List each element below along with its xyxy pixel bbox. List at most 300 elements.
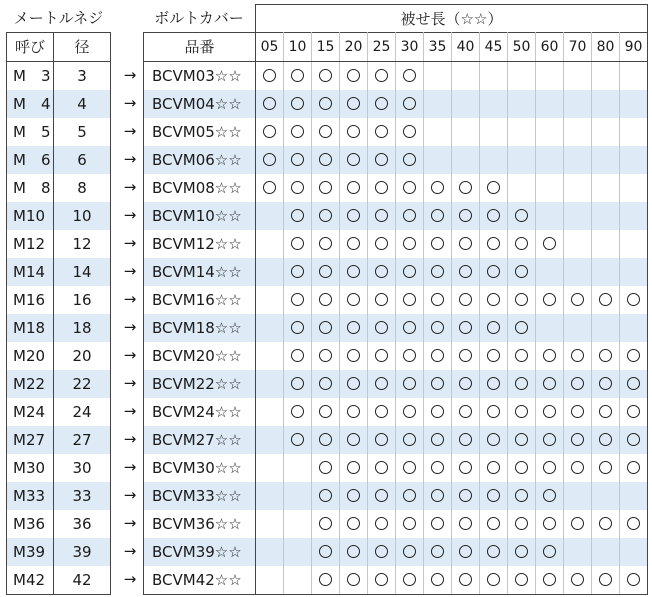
available-circle-icon — [431, 573, 444, 586]
part-number: BCVM08☆☆ — [144, 174, 256, 202]
availability-cell — [564, 510, 592, 538]
available-circle-icon — [543, 293, 556, 306]
available-circle-icon — [431, 405, 444, 418]
availability-cell — [312, 454, 340, 482]
part-number: BCVM33☆☆ — [144, 482, 256, 510]
table-row — [7, 174, 111, 202]
table-row — [7, 230, 111, 258]
availability-cell — [480, 510, 508, 538]
available-circle-icon — [291, 265, 304, 278]
availability-cell — [620, 258, 648, 286]
arrow-icon: → — [123, 206, 137, 224]
available-circle-icon — [431, 265, 444, 278]
availability-cell — [508, 426, 536, 454]
availability-cell — [340, 202, 368, 230]
availability-cell — [368, 538, 396, 566]
available-circle-icon — [319, 125, 332, 138]
available-circle-icon — [431, 433, 444, 446]
length-header: 15 — [312, 33, 340, 62]
part-number: BCVM03☆☆ — [144, 62, 256, 91]
availability-cell — [424, 174, 452, 202]
available-circle-icon — [459, 349, 472, 362]
availability-cell — [424, 426, 452, 454]
availability-cell — [312, 174, 340, 202]
availability-cell — [620, 510, 648, 538]
available-circle-icon — [347, 545, 360, 558]
availability-cell — [340, 174, 368, 202]
availability-cell — [592, 538, 620, 566]
available-circle-icon — [459, 573, 472, 586]
availability-cell — [284, 286, 312, 314]
availability-cell — [564, 230, 592, 258]
available-circle-icon — [487, 209, 500, 222]
availability-cell — [284, 230, 312, 258]
available-circle-icon — [403, 517, 416, 530]
availability-cell — [536, 146, 564, 174]
availability-cell — [536, 62, 564, 91]
available-circle-icon — [599, 573, 612, 586]
screw-diameter: 18 — [54, 314, 111, 342]
arrow-icon: → — [123, 514, 137, 532]
availability-cell — [396, 566, 424, 595]
available-circle-icon — [375, 461, 388, 474]
available-circle-icon — [347, 377, 360, 390]
available-circle-icon — [375, 349, 388, 362]
availability-cell — [564, 370, 592, 398]
availability-cell — [508, 174, 536, 202]
part-number: BCVM22☆☆ — [144, 370, 256, 398]
available-circle-icon — [431, 377, 444, 390]
availability-cell — [396, 314, 424, 342]
screw-nominal: M18 — [7, 314, 54, 342]
available-circle-icon — [515, 433, 528, 446]
available-circle-icon — [627, 461, 640, 474]
availability-cell — [396, 90, 424, 118]
availability-cell — [256, 286, 284, 314]
availability-cell — [480, 398, 508, 426]
length-header: 90 — [620, 33, 648, 62]
availability-cell — [340, 314, 368, 342]
available-circle-icon — [487, 433, 500, 446]
nominal-header: 呼び — [7, 33, 54, 62]
screw-diameter: 20 — [54, 342, 111, 370]
table-row — [7, 454, 111, 482]
available-circle-icon — [291, 181, 304, 194]
availability-cell — [312, 286, 340, 314]
length-header: 35 — [424, 33, 452, 62]
availability-cell — [508, 370, 536, 398]
part-number: BCVM27☆☆ — [144, 426, 256, 454]
available-circle-icon — [515, 517, 528, 530]
availability-cell — [256, 146, 284, 174]
arrow-icon: → — [123, 402, 137, 420]
arrow-icon: → — [123, 374, 137, 392]
arrow-icon: → — [123, 178, 137, 196]
screw-nominal: M12 — [7, 230, 54, 258]
available-circle-icon — [319, 573, 332, 586]
available-circle-icon — [319, 349, 332, 362]
available-circle-icon — [459, 209, 472, 222]
availability-cell — [592, 566, 620, 595]
availability-cell — [620, 454, 648, 482]
available-circle-icon — [431, 349, 444, 362]
available-circle-icon — [599, 433, 612, 446]
availability-cell — [340, 566, 368, 595]
available-circle-icon — [375, 181, 388, 194]
availability-cell — [480, 230, 508, 258]
available-circle-icon — [347, 69, 360, 82]
available-circle-icon — [431, 489, 444, 502]
part-number: BCVM14☆☆ — [144, 258, 256, 286]
screw-diameter: 10 — [54, 202, 111, 230]
availability-cell — [452, 90, 480, 118]
available-circle-icon — [347, 237, 360, 250]
available-circle-icon — [431, 321, 444, 334]
availability-cell — [312, 90, 340, 118]
screw-nominal: M20 — [7, 342, 54, 370]
availability-cell — [536, 426, 564, 454]
availability-cell — [508, 314, 536, 342]
available-circle-icon — [319, 181, 332, 194]
availability-cell — [452, 510, 480, 538]
available-circle-icon — [347, 349, 360, 362]
available-circle-icon — [319, 377, 332, 390]
availability-cell — [592, 174, 620, 202]
availability-cell — [284, 398, 312, 426]
availability-cell — [452, 370, 480, 398]
covered-length-group-header — [255, 4, 648, 32]
table-row — [144, 314, 648, 342]
availability-cell — [480, 342, 508, 370]
available-circle-icon — [487, 237, 500, 250]
availability-cell — [368, 174, 396, 202]
arrow-icon: → — [123, 542, 137, 560]
availability-cell — [424, 62, 452, 91]
availability-cell — [620, 398, 648, 426]
availability-cell — [312, 426, 340, 454]
availability-cell — [368, 90, 396, 118]
available-circle-icon — [487, 573, 500, 586]
table-row — [144, 286, 648, 314]
availability-cell — [396, 62, 424, 91]
table-row — [144, 230, 648, 258]
available-circle-icon — [627, 377, 640, 390]
availability-cell — [452, 454, 480, 482]
availability-cell — [312, 146, 340, 174]
available-circle-icon — [403, 349, 416, 362]
part-number: BCVM30☆☆ — [144, 454, 256, 482]
available-circle-icon — [375, 433, 388, 446]
arrow-icon: → — [123, 262, 137, 280]
available-circle-icon — [571, 405, 584, 418]
available-circle-icon — [459, 517, 472, 530]
available-circle-icon — [403, 153, 416, 166]
availability-cell — [368, 118, 396, 146]
availability-cell — [564, 454, 592, 482]
available-circle-icon — [487, 265, 500, 278]
availability-cell — [396, 538, 424, 566]
available-circle-icon — [515, 265, 528, 278]
availability-cell — [620, 62, 648, 91]
availability-cell — [396, 258, 424, 286]
arrow-icon: → — [123, 318, 137, 336]
part-number: BCVM24☆☆ — [144, 398, 256, 426]
availability-cell — [424, 482, 452, 510]
screw-diameter: 5 — [54, 118, 111, 146]
availability-cell — [284, 90, 312, 118]
available-circle-icon — [403, 321, 416, 334]
availability-cell — [480, 538, 508, 566]
available-circle-icon — [319, 237, 332, 250]
table-row — [7, 202, 111, 230]
available-circle-icon — [571, 349, 584, 362]
available-circle-icon — [403, 293, 416, 306]
arrow-icon: → — [123, 346, 137, 364]
diameter-header: 径 — [54, 33, 111, 62]
available-circle-icon — [627, 517, 640, 530]
availability-cell — [452, 286, 480, 314]
availability-cell — [340, 286, 368, 314]
available-circle-icon — [347, 573, 360, 586]
availability-cell — [368, 286, 396, 314]
screw-diameter: 4 — [54, 90, 111, 118]
availability-cell — [256, 202, 284, 230]
table-row — [144, 454, 648, 482]
available-circle-icon — [515, 321, 528, 334]
availability-cell — [340, 62, 368, 91]
available-circle-icon — [571, 573, 584, 586]
available-circle-icon — [347, 265, 360, 278]
available-circle-icon — [375, 69, 388, 82]
availability-cell — [508, 146, 536, 174]
availability-cell — [592, 342, 620, 370]
arrow-icon: → — [123, 458, 137, 476]
availability-cell — [592, 482, 620, 510]
available-circle-icon — [319, 405, 332, 418]
availability-cell — [452, 202, 480, 230]
table-row — [7, 258, 111, 286]
bolt-cover-table — [143, 32, 648, 595]
availability-cell — [564, 538, 592, 566]
available-circle-icon — [347, 153, 360, 166]
availability-cell — [340, 146, 368, 174]
availability-cell — [312, 258, 340, 286]
available-circle-icon — [291, 97, 304, 110]
available-circle-icon — [403, 489, 416, 502]
available-circle-icon — [515, 545, 528, 558]
available-circle-icon — [459, 181, 472, 194]
available-circle-icon — [431, 237, 444, 250]
availability-cell — [480, 370, 508, 398]
screw-diameter: 6 — [54, 146, 111, 174]
availability-cell — [564, 342, 592, 370]
availability-cell — [508, 538, 536, 566]
availability-cell — [592, 314, 620, 342]
available-circle-icon — [375, 237, 388, 250]
available-circle-icon — [487, 181, 500, 194]
length-header: 80 — [592, 33, 620, 62]
availability-cell — [620, 202, 648, 230]
availability-cell — [452, 174, 480, 202]
available-circle-icon — [291, 237, 304, 250]
arrow-icon: → — [123, 486, 137, 504]
availability-cell — [508, 510, 536, 538]
available-circle-icon — [347, 461, 360, 474]
availability-cell — [620, 90, 648, 118]
available-circle-icon — [291, 125, 304, 138]
availability-cell — [256, 566, 284, 595]
available-circle-icon — [431, 517, 444, 530]
available-circle-icon — [263, 181, 276, 194]
available-circle-icon — [347, 405, 360, 418]
available-circle-icon — [375, 293, 388, 306]
availability-cell — [396, 482, 424, 510]
screw-nominal: M22 — [7, 370, 54, 398]
availability-cell — [480, 286, 508, 314]
available-circle-icon — [543, 461, 556, 474]
availability-cell — [480, 202, 508, 230]
availability-cell — [424, 398, 452, 426]
availability-cell — [256, 62, 284, 91]
availability-cell — [340, 510, 368, 538]
available-circle-icon — [291, 209, 304, 222]
availability-cell — [480, 62, 508, 91]
availability-cell — [536, 174, 564, 202]
available-circle-icon — [431, 293, 444, 306]
available-circle-icon — [543, 489, 556, 502]
screw-nominal: M 4 — [7, 90, 54, 118]
availability-cell — [620, 538, 648, 566]
availability-cell — [480, 454, 508, 482]
available-circle-icon — [543, 405, 556, 418]
availability-cell — [396, 118, 424, 146]
availability-cell — [368, 146, 396, 174]
available-circle-icon — [599, 405, 612, 418]
available-circle-icon — [319, 265, 332, 278]
availability-cell — [368, 314, 396, 342]
available-circle-icon — [403, 237, 416, 250]
available-circle-icon — [599, 377, 612, 390]
availability-cell — [424, 538, 452, 566]
length-header: 30 — [396, 33, 424, 62]
covered-length-label: 被せ長（☆☆） — [400, 10, 503, 28]
availability-cell — [284, 370, 312, 398]
availability-cell — [620, 426, 648, 454]
screw-nominal: M10 — [7, 202, 54, 230]
availability-cell — [536, 538, 564, 566]
availability-cell — [396, 286, 424, 314]
available-circle-icon — [403, 433, 416, 446]
availability-cell — [424, 370, 452, 398]
table-row — [7, 342, 111, 370]
availability-cell — [396, 510, 424, 538]
available-circle-icon — [403, 573, 416, 586]
availability-cell — [480, 118, 508, 146]
availability-cell — [424, 566, 452, 595]
available-circle-icon — [403, 97, 416, 110]
availability-cell — [396, 230, 424, 258]
availability-cell — [312, 566, 340, 595]
availability-cell — [340, 258, 368, 286]
available-circle-icon — [319, 293, 332, 306]
screw-diameter: 33 — [54, 482, 111, 510]
availability-cell — [396, 426, 424, 454]
available-circle-icon — [403, 377, 416, 390]
availability-cell — [284, 202, 312, 230]
availability-cell — [536, 370, 564, 398]
screw-diameter: 39 — [54, 538, 111, 566]
available-circle-icon — [627, 433, 640, 446]
availability-cell — [284, 538, 312, 566]
part-number-header: 品番 — [144, 33, 256, 62]
availability-cell — [536, 118, 564, 146]
screw-nominal: M24 — [7, 398, 54, 426]
table-row — [144, 510, 648, 538]
available-circle-icon — [347, 97, 360, 110]
availability-cell — [424, 258, 452, 286]
availability-cell — [480, 314, 508, 342]
available-circle-icon — [403, 265, 416, 278]
availability-cell — [340, 454, 368, 482]
available-circle-icon — [459, 293, 472, 306]
availability-cell — [312, 342, 340, 370]
availability-cell — [340, 398, 368, 426]
table-row — [144, 258, 648, 286]
available-circle-icon — [543, 237, 556, 250]
table-row — [144, 202, 648, 230]
screw-nominal: M36 — [7, 510, 54, 538]
part-number: BCVM39☆☆ — [144, 538, 256, 566]
available-circle-icon — [319, 461, 332, 474]
available-circle-icon — [627, 293, 640, 306]
screw-diameter: 22 — [54, 370, 111, 398]
screw-nominal: M16 — [7, 286, 54, 314]
availability-cell — [396, 174, 424, 202]
availability-cell — [536, 90, 564, 118]
availability-cell — [256, 258, 284, 286]
availability-cell — [424, 286, 452, 314]
availability-cell — [368, 230, 396, 258]
availability-cell — [536, 314, 564, 342]
metric-screw-subheader — [7, 33, 111, 62]
availability-cell — [536, 510, 564, 538]
availability-cell — [620, 174, 648, 202]
availability-cell — [564, 286, 592, 314]
availability-cell — [508, 454, 536, 482]
availability-cell — [256, 398, 284, 426]
arrow-icon: → — [123, 570, 137, 588]
available-circle-icon — [431, 545, 444, 558]
available-circle-icon — [627, 573, 640, 586]
availability-cell — [340, 90, 368, 118]
availability-cell — [452, 538, 480, 566]
available-circle-icon — [431, 461, 444, 474]
available-circle-icon — [375, 265, 388, 278]
availability-cell — [256, 454, 284, 482]
availability-cell — [424, 454, 452, 482]
available-circle-icon — [459, 265, 472, 278]
availability-cell — [592, 510, 620, 538]
availability-cell — [508, 398, 536, 426]
available-circle-icon — [319, 489, 332, 502]
availability-cell — [592, 90, 620, 118]
available-circle-icon — [263, 97, 276, 110]
available-circle-icon — [487, 489, 500, 502]
availability-cell — [564, 482, 592, 510]
available-circle-icon — [459, 321, 472, 334]
available-circle-icon — [319, 69, 332, 82]
available-circle-icon — [459, 377, 472, 390]
